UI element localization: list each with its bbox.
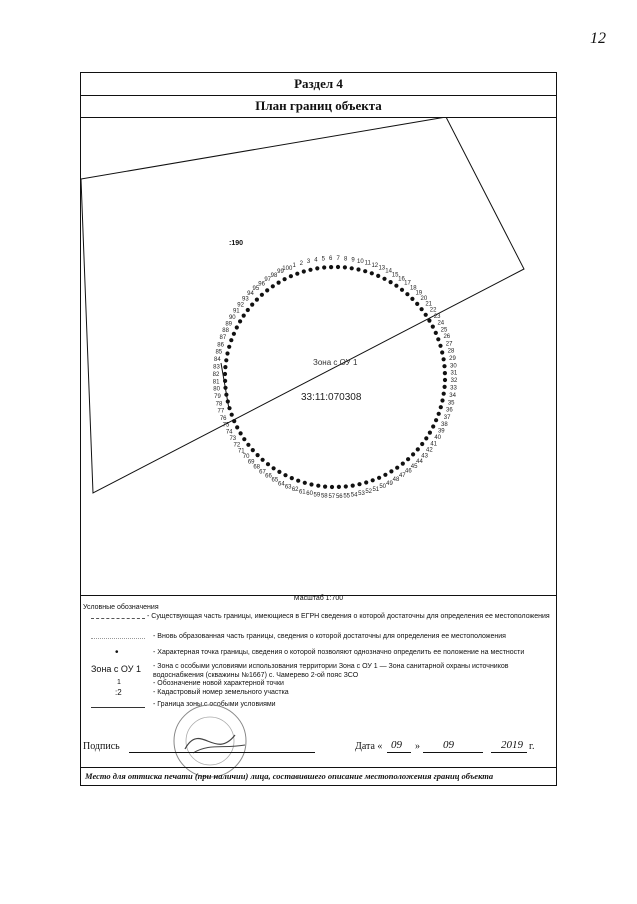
boundary-point [277, 470, 281, 474]
dotted-line-symbol [91, 638, 145, 639]
boundary-point [363, 269, 367, 273]
boundary-point-label: 36 [446, 407, 453, 414]
boundary-point [439, 405, 443, 409]
boundary-point [424, 436, 428, 440]
boundary-point-label: 4 [314, 257, 318, 264]
boundary-point-label: 83 [213, 364, 220, 371]
boundary-point-label: 1 [292, 263, 296, 270]
boundary-point [266, 462, 270, 466]
boundary-point [272, 466, 276, 470]
boundary-point [442, 392, 446, 396]
boundary-point [443, 371, 447, 375]
boundary-point-label: 75 [222, 422, 230, 429]
boundary-point [223, 365, 227, 369]
boundary-point-label: 61 [298, 489, 306, 496]
boundary-point [410, 297, 414, 301]
signature-label: Подпись [83, 741, 120, 752]
boundary-point-label: 11 [364, 260, 371, 267]
boundary-point-label: 6 [329, 256, 333, 263]
boundary-point [442, 357, 446, 361]
boundary-point [389, 280, 393, 284]
boundary-point-label: 15 [391, 272, 399, 279]
boundary-point-label: 85 [215, 349, 223, 356]
boundary-point [415, 302, 419, 306]
boundary-point-label: 60 [306, 491, 313, 498]
boundary-point-label: 3 [306, 259, 311, 265]
boundary-point-label: 53 [358, 491, 365, 497]
boundary-point [436, 337, 440, 341]
boundary-point-label: 25 [440, 327, 448, 334]
boundary-point-label: 87 [219, 335, 227, 342]
boundary-point-label: 86 [217, 342, 224, 349]
boundary-point-label: 31 [450, 370, 458, 377]
legend-text: - Граница зоны с особыми условиями [153, 701, 276, 708]
boundary-point-label: 37 [443, 414, 451, 421]
boundary-point [296, 479, 300, 483]
dashed-line-symbol [91, 618, 145, 619]
boundary-point [442, 364, 446, 368]
boundary-point [235, 325, 239, 329]
boundary-point [356, 267, 360, 271]
legend-text: - Зона с особыми условиями использования территории Зона с ОУ 1 — Зона санитарной охраны источников водоснабжения (скважины №1667) с. Чамерево 2-ой пояс ЗСО [153, 663, 509, 679]
boundary-point-label: 43 [421, 453, 428, 460]
boundary-point-label: 28 [447, 348, 455, 355]
boundary-point-label: 33 [450, 385, 457, 392]
boundary-point [406, 457, 410, 461]
boundary-point-label: 46 [405, 468, 412, 475]
boundary-point [323, 485, 327, 489]
boundary-point-label: 72 [233, 442, 241, 449]
boundary-point [308, 268, 312, 272]
boundary-point [227, 345, 231, 349]
boundary-point [302, 269, 306, 273]
boundary-point-label: 78 [215, 401, 223, 408]
boundary-point-label: 35 [447, 400, 455, 407]
boundary-point-label: 7 [336, 256, 340, 262]
boundary-point [224, 358, 228, 362]
boundary-point [239, 431, 243, 435]
boundary-point-label: 67 [259, 469, 266, 476]
boundary-point [343, 265, 347, 269]
boundary-point-label: 30 [450, 363, 457, 370]
boundary-point [420, 307, 424, 311]
boundary-point-label: 12 [371, 262, 379, 269]
boundary-point-label: 70 [242, 454, 250, 461]
legend-text: - Обозначение новой характерной точки [153, 680, 284, 687]
boundary-point-label: 44 [416, 458, 423, 465]
point-label-symbol: 1 [117, 679, 121, 686]
day-line [387, 752, 411, 753]
boundary-point-label: 94 [247, 291, 254, 298]
boundary-point-label: 77 [217, 408, 225, 415]
boundary-point-label: 27 [445, 341, 453, 348]
boundary-point-label: 16 [398, 276, 405, 283]
boundary-point-label: 47 [398, 473, 406, 480]
boundary-point-label: 62 [291, 487, 299, 494]
boundary-point-label: 42 [426, 447, 433, 454]
boundary-point [230, 413, 234, 417]
boundary-point-label: 57 [328, 494, 336, 500]
solid-line-symbol [91, 707, 145, 708]
boundary-point-label: 59 [313, 492, 321, 499]
boundary-point-label: 9 [351, 257, 355, 264]
boundary-point [434, 418, 438, 422]
boundary-point [389, 469, 393, 473]
boundary-point [316, 484, 320, 488]
boundary-point [405, 292, 409, 296]
boundary-point-label: 66 [265, 473, 272, 480]
boundary-point [225, 351, 229, 355]
boundary-point [309, 482, 313, 486]
boundary-point [336, 265, 340, 269]
boundary-point [376, 274, 380, 278]
legend-text: - Характерная точка границы, сведения о которой позволяют однозначно определить ее положение на местности [153, 649, 525, 656]
boundary-point-label: 89 [225, 321, 233, 328]
cadastral-quarter-label: 33:11:070308 [301, 392, 362, 403]
boundary-point [277, 281, 281, 285]
boundary-point [350, 266, 354, 270]
boundary-point [344, 484, 348, 488]
boundary-point-label: 29 [449, 355, 456, 362]
plan-title: План границ объекта [81, 95, 556, 118]
boundary-point-label: 19 [415, 290, 423, 297]
boundary-point-label: 97 [264, 276, 272, 283]
date-month: 09 [443, 739, 454, 751]
boundary-point-label: 99 [277, 269, 284, 276]
boundary-point [440, 398, 444, 402]
boundary-point [401, 462, 405, 466]
legend-text: - Кадастровый номер земельного участка [153, 689, 289, 696]
boundary-point [227, 406, 231, 410]
document-frame [80, 72, 557, 786]
boundary-point [329, 265, 333, 269]
boundary-point [283, 277, 287, 281]
boundary-point-label: 71 [237, 448, 245, 455]
boundary-point-label: 73 [229, 436, 237, 442]
boundary-point-label: 2 [299, 260, 303, 267]
boundary-point [357, 482, 361, 486]
boundary-point [283, 473, 287, 477]
boundary-point [394, 284, 398, 288]
boundary-map [81, 117, 556, 596]
cadastral-symbol: :2 [115, 688, 122, 697]
boundary-point [434, 331, 438, 335]
boundary-point-label: 39 [437, 428, 445, 435]
stamp-note: Место для оттиска печати (при наличии) лица, составившего описание местоположения границ объекта [85, 771, 494, 781]
boundary-point [443, 385, 447, 389]
boundary-point-label: 22 [429, 307, 437, 314]
boundary-point [271, 284, 275, 288]
boundary-point-label: 14 [385, 268, 392, 275]
zone-boundary-circle [213, 256, 458, 500]
legend-title: Условные обозначения [83, 604, 159, 611]
boundary-point [427, 319, 431, 323]
parcel-label: :190 [229, 240, 244, 247]
boundary-point-label: 69 [247, 459, 255, 466]
boundary-point-label: 96 [258, 281, 265, 288]
boundary-point [242, 437, 246, 441]
boundary-point-label: 45 [410, 463, 418, 470]
boundary-point [428, 431, 432, 435]
boundary-point [395, 466, 399, 470]
boundary-point [424, 313, 428, 317]
boundary-point [246, 443, 250, 447]
section-title: Раздел 4 [81, 73, 556, 96]
boundary-point-label: 38 [441, 421, 448, 428]
boundary-point [261, 458, 265, 462]
boundary-point-label: 88 [222, 328, 229, 335]
boundary-point [437, 412, 441, 416]
boundary-point-label: 17 [404, 280, 411, 287]
boundary-point [315, 266, 319, 270]
date-year: 2019 [501, 739, 523, 751]
boundary-point-label: 23 [433, 314, 441, 320]
boundary-point-label: 5 [321, 256, 325, 263]
boundary-point-label: 18 [409, 285, 417, 292]
boundary-point-label: 64 [278, 481, 285, 488]
page-number: 12 [590, 30, 606, 47]
boundary-point-label: 90 [228, 314, 236, 321]
signature-line [129, 752, 315, 753]
boundary-point [351, 484, 355, 488]
boundary-point-label: 48 [392, 477, 400, 484]
map-drawing [81, 117, 556, 595]
year-line [491, 752, 527, 753]
boundary-point-label: 79 [214, 394, 221, 401]
boundary-point [235, 425, 239, 429]
date-label: Дата « [355, 741, 383, 752]
boundary-point-label: 93 [242, 296, 249, 303]
boundary-point [322, 265, 326, 269]
boundary-point [290, 476, 294, 480]
boundary-point-label: 81 [212, 379, 220, 386]
boundary-point [371, 478, 375, 482]
boundary-point-label: 74 [225, 429, 233, 436]
boundary-point-label: 95 [252, 286, 260, 293]
boundary-point-label: 84 [214, 356, 221, 363]
divider [81, 767, 556, 768]
boundary-point-label: 32 [450, 378, 458, 385]
boundary-point [383, 473, 387, 477]
boundary-point [438, 344, 442, 348]
scale-label: Масштаб 1:700 [293, 595, 344, 602]
boundary-point [377, 476, 381, 480]
boundary-point [440, 350, 444, 354]
boundary-point-label: 91 [232, 308, 240, 315]
boundary-point-label: 92 [237, 302, 244, 309]
boundary-point-label: 20 [420, 295, 428, 302]
month-line [423, 752, 483, 753]
boundary-point [400, 288, 404, 292]
boundary-point [411, 452, 415, 456]
boundary-point [431, 424, 435, 428]
boundary-point-label: 63 [284, 484, 292, 491]
boundary-point-label: 24 [437, 320, 445, 327]
boundary-point-label: 56 [335, 493, 343, 500]
boundary-point-label: 68 [253, 464, 261, 471]
legend-text: - Вновь образованная часть границы, сведения о которой достаточны для определения ее местоположения [153, 633, 506, 640]
boundary-point-label: 13 [378, 265, 386, 272]
boundary-point [420, 442, 424, 446]
boundary-point-label: 65 [271, 477, 279, 484]
boundary-point [229, 338, 233, 342]
boundary-point-label: 98 [270, 272, 278, 279]
boundary-point-label: 51 [372, 486, 380, 493]
boundary-point [337, 485, 341, 489]
boundary-point-label: 52 [365, 489, 373, 496]
boundary-point-label: 34 [449, 393, 456, 400]
boundary-point [370, 271, 374, 275]
signature-row: Подпись Дата « 09 » 09 2019 г. [83, 739, 535, 752]
boundary-point-label: 82 [212, 371, 220, 378]
point-symbol: • [115, 647, 119, 658]
boundary-point [256, 453, 260, 457]
boundary-point [364, 480, 368, 484]
boundary-point-label: 100 [282, 266, 293, 272]
boundary-point-label: 55 [343, 493, 351, 500]
boundary-point [232, 419, 236, 423]
boundary-point-label: 58 [320, 493, 328, 500]
boundary-point [265, 288, 269, 292]
boundary-point-label: 41 [430, 441, 438, 448]
boundary-point [295, 272, 299, 276]
boundary-point [431, 325, 435, 329]
date-day: 09 [391, 739, 402, 751]
boundary-point-label: 40 [434, 435, 442, 442]
boundary-point [246, 308, 250, 312]
boundary-point-label: 54 [350, 492, 358, 499]
boundary-point-label: 21 [425, 301, 433, 308]
zone-symbol: Зона с ОУ 1 [91, 664, 141, 674]
boundary-point [330, 485, 334, 489]
boundary-point [289, 274, 293, 278]
boundary-point [260, 293, 264, 297]
boundary-point [303, 481, 307, 485]
boundary-point [251, 448, 255, 452]
boundary-point [238, 319, 242, 323]
legend-text: - Существующая часть границы, имеющиеся в ЕГРН сведения о которой достаточны для определения ее местоположения [147, 613, 550, 620]
boundary-point [416, 447, 420, 451]
boundary-point-label: 26 [443, 334, 451, 341]
year-suffix: г. [529, 741, 535, 752]
boundary-point-label: 10 [357, 258, 364, 265]
boundary-point [443, 378, 447, 382]
boundary-point [232, 332, 236, 336]
boundary-point [242, 314, 246, 318]
boundary-point-label: 80 [213, 386, 220, 393]
boundary-point-label: 8 [344, 256, 348, 263]
boundary-point [255, 298, 259, 302]
boundary-point-label: 49 [386, 480, 393, 487]
boundary-point-label: 76 [219, 415, 227, 422]
boundary-point-label: 50 [379, 484, 387, 490]
boundary-point [382, 277, 386, 281]
zone-label: Зона с ОУ 1 [313, 358, 358, 367]
boundary-point [250, 303, 254, 307]
